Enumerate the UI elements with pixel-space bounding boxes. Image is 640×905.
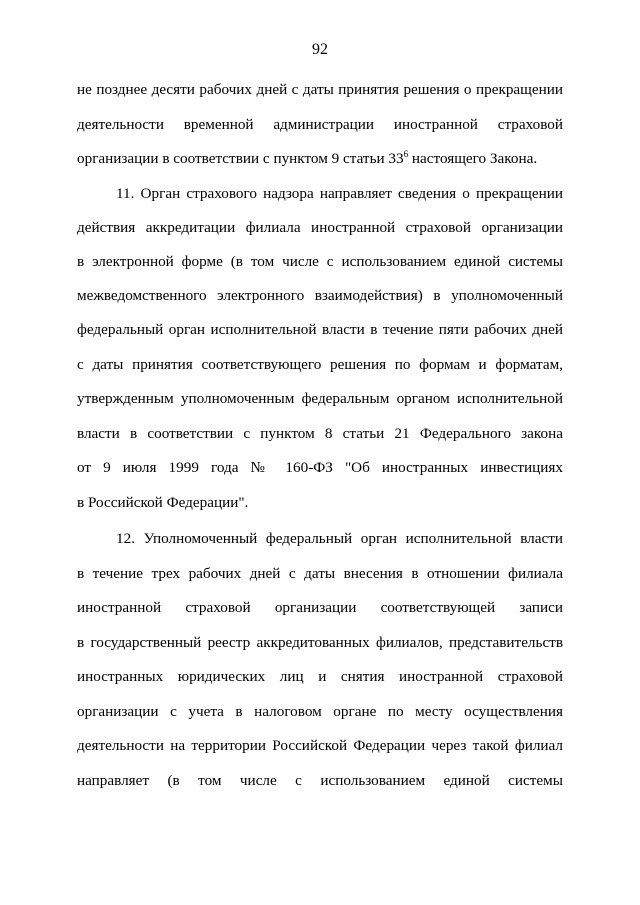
text-fragment: настоящего Закона. xyxy=(408,150,538,167)
text-line: не позднее десяти рабочих дней с даты принятия решения о прекращении xyxy=(77,81,563,98)
superscript: 6 xyxy=(403,149,409,159)
text-line: от 9 июля 1999 года № 160-ФЗ "Об иностранных инвестициях xyxy=(77,459,563,476)
text-line: межведомственного электронного взаимодействия) в уполномоченный xyxy=(77,287,563,304)
text-line: в течение трех рабочих дней с даты внесения в отношении филиала xyxy=(77,565,563,582)
text-line: иностранной страховой организации соответствующей записи xyxy=(77,599,563,616)
text-line: организации с учета в налоговом органе по месту осуществления xyxy=(77,703,563,720)
text-line: в электронной форме (в том числе с использованием единой системы xyxy=(77,253,563,270)
text-line xyxy=(77,150,563,168)
text-line: деятельности на территории Российской Федерации через такой филиал xyxy=(77,737,563,754)
paragraph-11-first-line: 11. Орган страхового надзора направляет сведения о прекращении xyxy=(116,185,563,202)
text-line: иностранных юридических лиц и снятия иностранной страховой xyxy=(77,668,563,685)
text-line: власти в соответствии с пунктом 8 статьи 21 Федерального закона xyxy=(77,425,563,442)
page-number: 92 xyxy=(312,41,328,58)
text-line: в государственный реестр аккредитованных филиалов, представительств xyxy=(77,634,563,651)
text-line: действия аккредитации филиала иностранной страховой организации xyxy=(77,219,563,236)
text-line: в Российской Федерации". xyxy=(77,494,249,511)
text-line: направляет (в том числе с использованием единой системы xyxy=(77,772,563,789)
text-line: федеральный орган исполнительной власти в течение пяти рабочих дней xyxy=(77,321,563,338)
text-fragment: организации в соответствии с пунктом 9 статьи 33 xyxy=(77,150,404,167)
paragraph-12-first-line: 12. Уполномоченный федеральный орган исполнительной власти xyxy=(116,530,563,547)
text-line: деятельности временной администрации иностранной страховой xyxy=(77,116,563,133)
text-line: утвержденным уполномоченным федеральным органом исполнительной xyxy=(77,390,563,407)
text-line: с даты принятия соответствующего решения по формам и форматам, xyxy=(77,356,563,373)
